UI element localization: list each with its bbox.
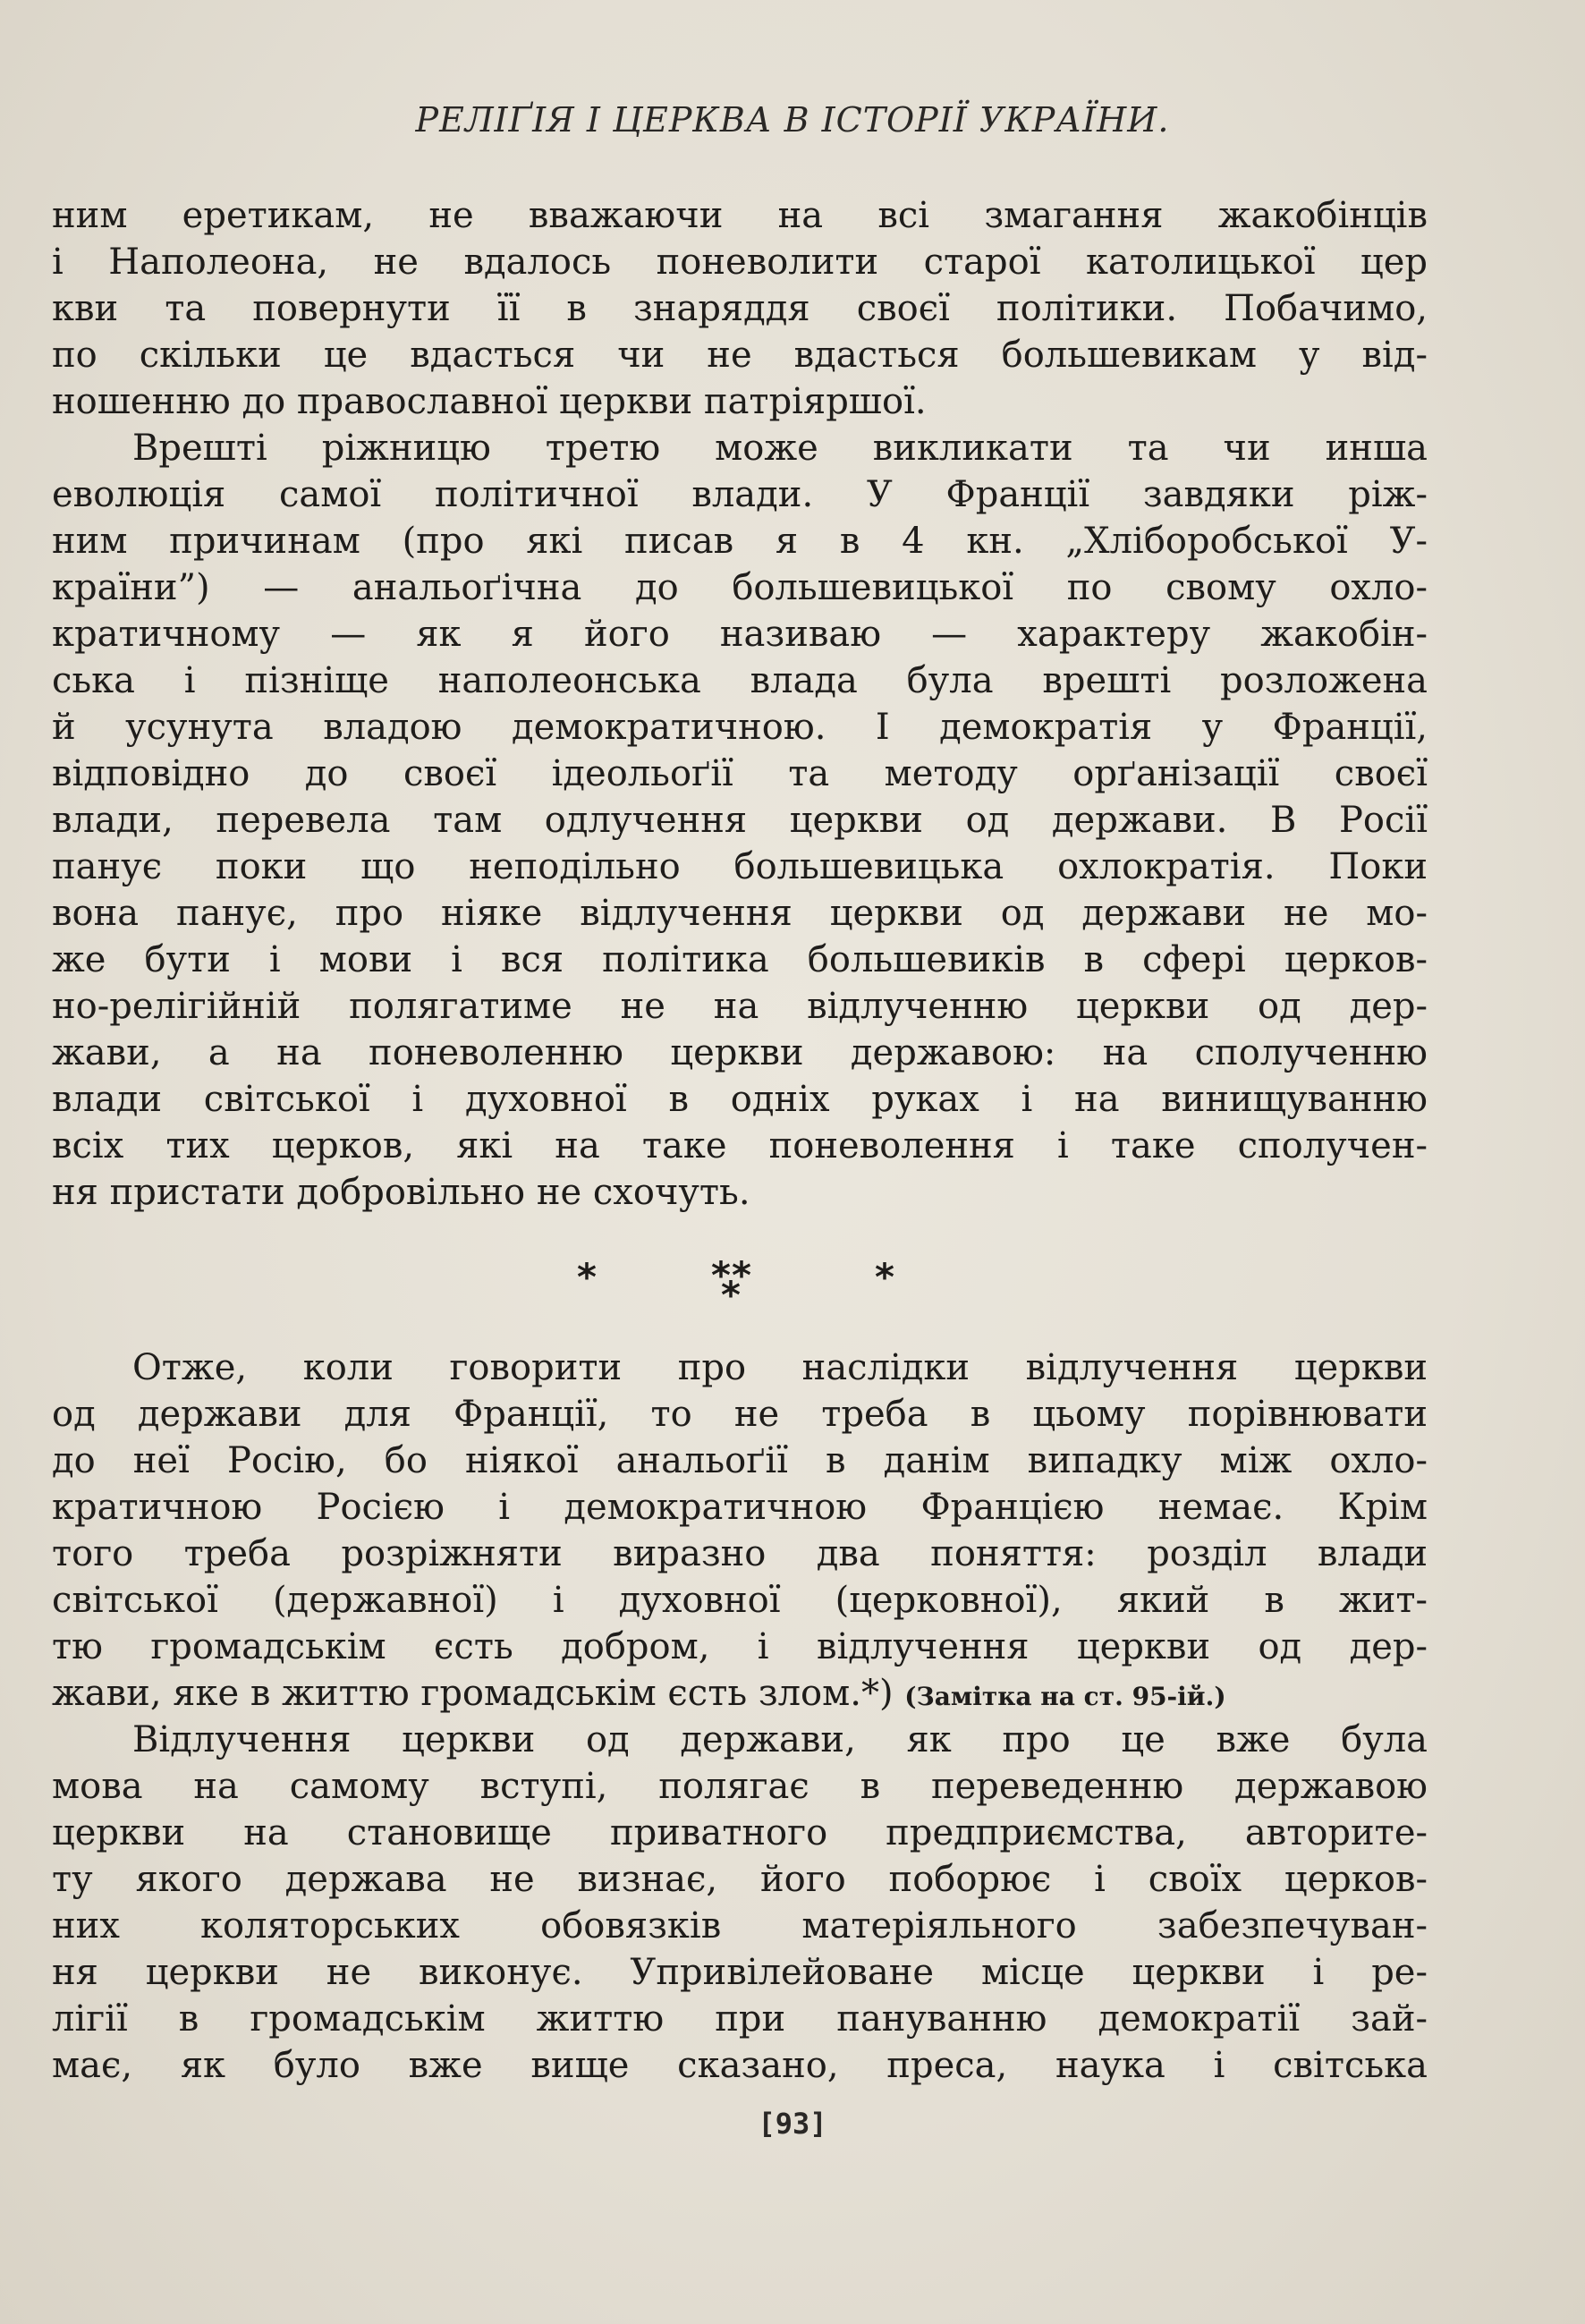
text-line: ним причинам (про які писав я в 4 кн. „Хліборобської У-: [52, 521, 1428, 562]
text-line: по скільки це вдасться чи не вдасться большевикам у від-: [52, 335, 1428, 376]
text-line: еволюція самої політичної влади. У Франції завдяки ріж-: [52, 474, 1428, 515]
text-line: влади світської і духовної в одніх руках і на винищуванню: [52, 1079, 1428, 1120]
text-line: ня пристати добровільно не схочуть.: [52, 1172, 750, 1213]
text-line-fragment: жави, яке в життю громадськім єсть злом.*): [52, 1673, 894, 1714]
text-line: світської (державної) і духовної (церковної), який в жит-: [52, 1580, 1428, 1621]
separator-star: *: [721, 1273, 741, 1317]
separator-star: *: [732, 1253, 751, 1297]
text-line: Врешті ріжницю третю може викликати та чи инша: [132, 428, 1428, 469]
text-line: кратичною Росією і демократичною Францією немає. Крім: [52, 1487, 1428, 1528]
text-line: же бути і мови і вся політика большевиків в сфері церков-: [52, 939, 1428, 980]
text-line-with-note: [52, 1670, 1428, 1717]
text-line: відповідно до своєї ідеольоґії та методу орґанізації своєї: [52, 753, 1428, 794]
text-line: має, як було вже вище сказано, преса, наука і світська: [52, 2045, 1428, 2086]
text-line: вона панує, про ніяке відлучення церкви од держави не мо-: [52, 893, 1428, 934]
text-line: ту якого держава не визнає, його поборює і своїх церков-: [52, 1859, 1428, 1900]
running-header: РЕЛІҐІЯ І ЦЕРКВА В ІСТОРІЇ УКРАЇНИ.: [415, 100, 1170, 140]
text-line: всіх тих церков, які на таке поневолення і таке сполучен-: [52, 1125, 1428, 1166]
text-line: жави, а на поневоленню церкви державою: на сполученню: [52, 1032, 1428, 1073]
text-line: кви та повернути її в знаряддя своєї політики. Побачимо,: [52, 288, 1428, 329]
separator-star: *: [875, 1255, 894, 1299]
text-line: й усунута владою демократичною. І демократія у Франції,: [52, 707, 1428, 748]
footnote-reference: (Замітка на ст. 95-ій.): [904, 1682, 1226, 1711]
page-number: [93]: [758, 2107, 827, 2141]
text-line: них коляторських обовязків матеріяльного забезпечуван-: [52, 1905, 1428, 1947]
text-line: ська і пізніще наполеонська влада була врешті розложена: [52, 660, 1428, 701]
text-line: кратичному — як я його називаю — характеру жакобін-: [52, 614, 1428, 655]
text-block-2: [52, 1344, 1428, 2089]
text-line: мова на самому вступі, полягає в переведенню державою: [52, 1766, 1428, 1807]
separator-star: *: [711, 1253, 731, 1297]
text-line: влади, перевела там одлучення церкви од держави. В Росії: [52, 800, 1428, 841]
text-line: од держави для Франції, то не треба в цьому порівнювати: [52, 1394, 1428, 1435]
text-line: Відлучення церкви од держави, як про це вже була: [132, 1719, 1428, 1760]
section-separator: [0, 1248, 1585, 1319]
text-line: того треба розріжняти виразно два поняття: розділ влади: [52, 1533, 1428, 1574]
text-line: тю громадськім єсть добром, і відлучення церкви од дер-: [52, 1626, 1428, 1667]
text-line: країни”) — анальоґічна до большевицької по свому охло-: [52, 567, 1428, 608]
text-line: ношенню до православної церкви патріяршої.: [52, 381, 927, 422]
text-line: Отже, коли говорити про наслідки відлучення церкви: [132, 1347, 1428, 1388]
separator-star: *: [577, 1255, 597, 1299]
text-line: лігії в громадськім життю при пануванню демократії зай-: [52, 1998, 1428, 2040]
text-line: но-релігійній полягатиме не на відлученню церкви од дер-: [52, 986, 1428, 1027]
text-line: церкви на становище приватного предприємства, авторите-: [52, 1812, 1428, 1853]
text-line: ним еретикам, не вважаючи на всі змагання жакобінців: [52, 195, 1428, 236]
text-line: до неї Росію, бо ніякої анальоґії в данім випадку між охло-: [52, 1440, 1428, 1481]
text-line: ня церкви не виконує. Упривілейоване місце церкви і ре-: [52, 1952, 1428, 1993]
text-line: панує поки що неподільно большевицька охлократія. Поки: [52, 846, 1428, 887]
text-block-1: [52, 192, 1428, 1216]
text-line: і Наполеона, не вдалось поневолити старої католицької цер: [52, 242, 1428, 283]
